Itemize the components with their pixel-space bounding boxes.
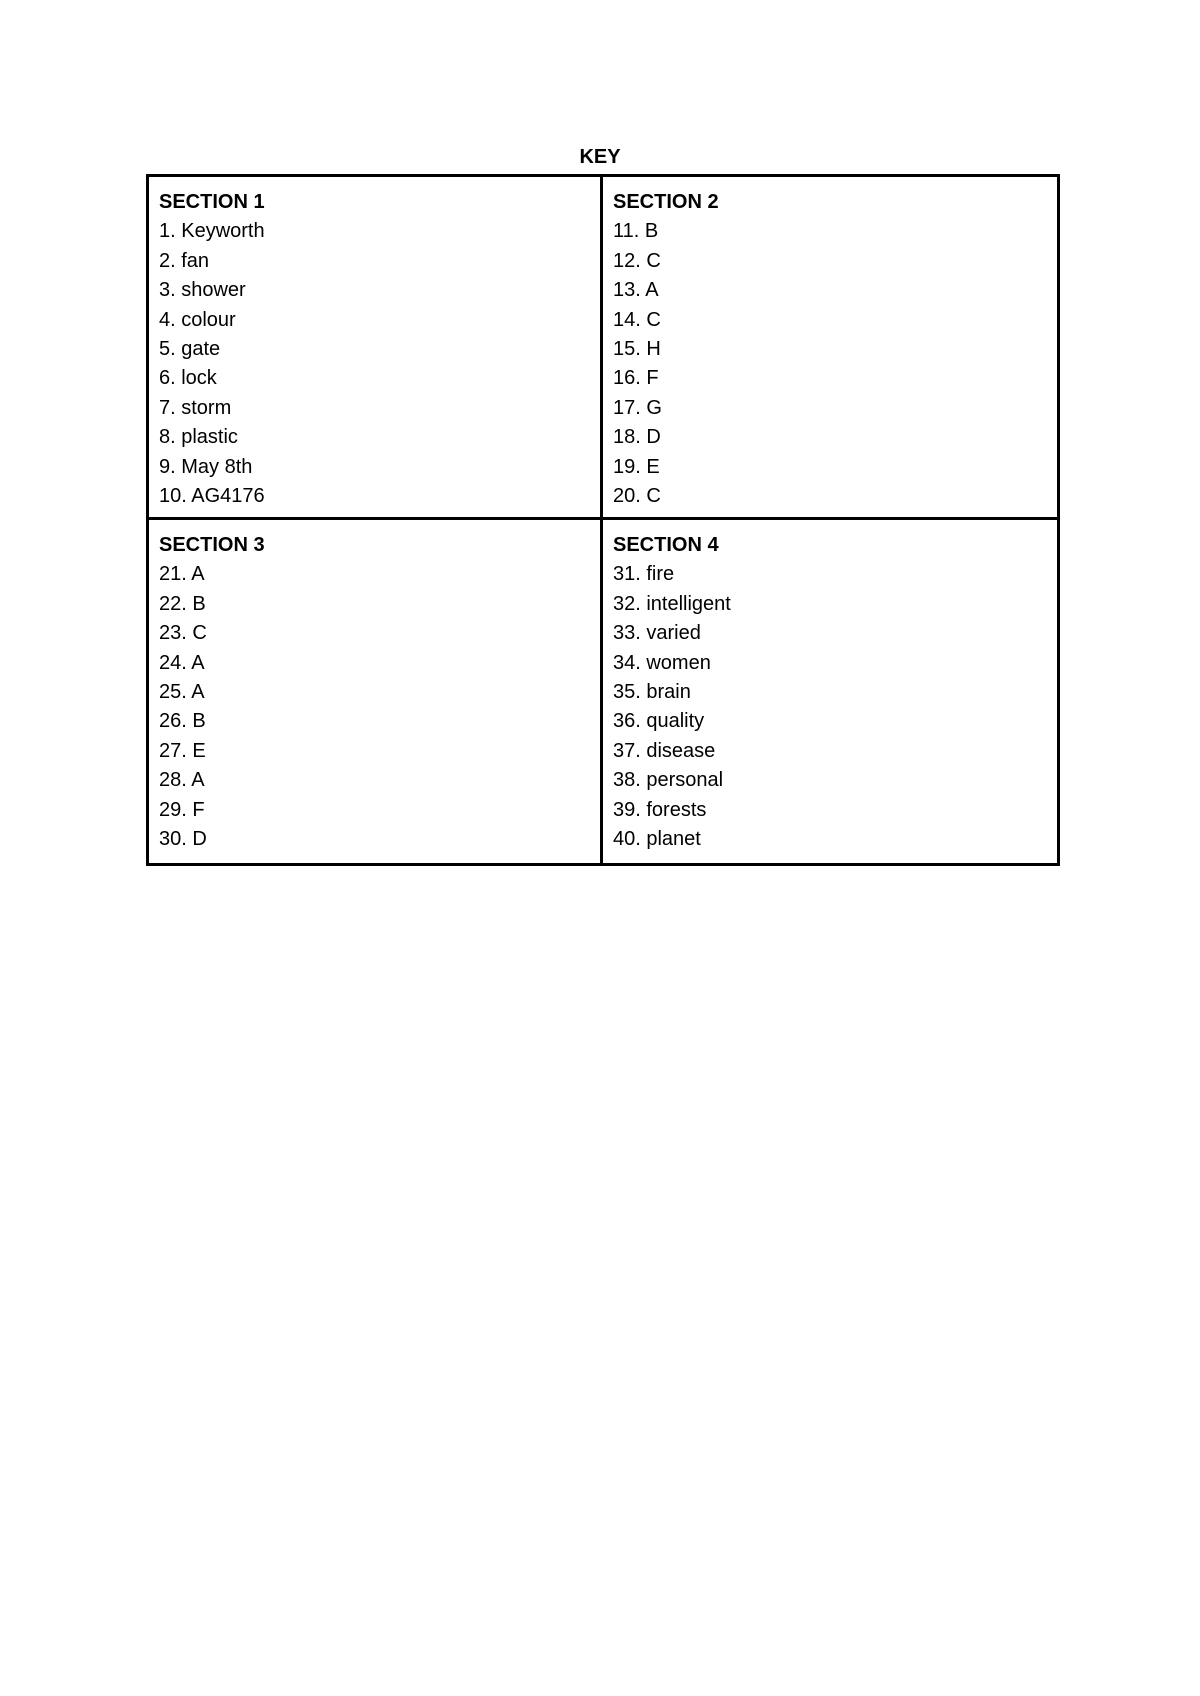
answer-item: 28. A — [159, 769, 205, 792]
section-title: SECTION 3 — [159, 534, 265, 556]
answer-item: 14. C — [613, 308, 661, 331]
page-title: KEY — [579, 146, 621, 168]
answer-item: 33. varied — [613, 622, 701, 645]
section-2-cell — [603, 177, 1057, 520]
answer-item: 8. plastic — [159, 426, 238, 449]
answer-item: 19. E — [613, 455, 660, 478]
answer-item: 15. H — [613, 338, 661, 361]
answer-item: 32. intelligent — [613, 592, 731, 615]
section-title: SECTION 4 — [613, 534, 719, 556]
answer-item: 30. D — [159, 828, 207, 851]
answer-item: 31. fire — [613, 563, 675, 586]
answer-item: 22. B — [159, 592, 206, 615]
answer-item: 2. fan — [159, 249, 210, 272]
answer-item: 18. D — [613, 426, 661, 449]
answer-item: 37. disease — [613, 739, 716, 762]
section-1-cell — [149, 177, 603, 520]
answer-item: 21. A — [159, 563, 205, 586]
answer-item: 24. A — [159, 651, 205, 674]
answer-item: 26. B — [159, 710, 206, 733]
answer-item: 5. gate — [159, 338, 221, 361]
answer-item: 27. E — [159, 739, 206, 762]
answer-item: 36. quality — [613, 710, 705, 733]
answer-item: 20. C — [613, 485, 661, 508]
answer-item: 40. planet — [613, 828, 701, 851]
section-title: SECTION 2 — [613, 191, 719, 213]
answer-item: 23. C — [159, 622, 207, 645]
answer-item: 16. F — [613, 367, 659, 390]
answer-item: 34. women — [613, 651, 711, 674]
section-4-cell — [603, 520, 1057, 863]
section-title: SECTION 1 — [159, 191, 265, 213]
answer-item: 7. storm — [159, 396, 232, 419]
answer-item: 13. A — [613, 279, 659, 302]
answer-item: 29. F — [159, 798, 205, 821]
answer-item: 12. C — [613, 249, 661, 272]
answer-item: 39. forests — [613, 798, 707, 821]
answer-item: 35. brain — [613, 681, 691, 704]
answer-item: 25. A — [159, 681, 205, 704]
section-3-cell — [149, 520, 603, 863]
answer-item: 38. personal — [613, 769, 724, 792]
answer-item: 10. AG4176 — [159, 485, 265, 508]
answer-item: 3. shower — [159, 279, 246, 302]
answer-item: 9. May 8th — [159, 455, 253, 478]
answer-item: 1. Keyworth — [159, 220, 265, 243]
answer-item: 11. B — [613, 220, 659, 243]
answer-item: 17. G — [613, 396, 662, 419]
answer-item: 6. lock — [159, 367, 217, 390]
answer-item: 4. colour — [159, 308, 236, 331]
answer-key-table — [146, 174, 1060, 866]
